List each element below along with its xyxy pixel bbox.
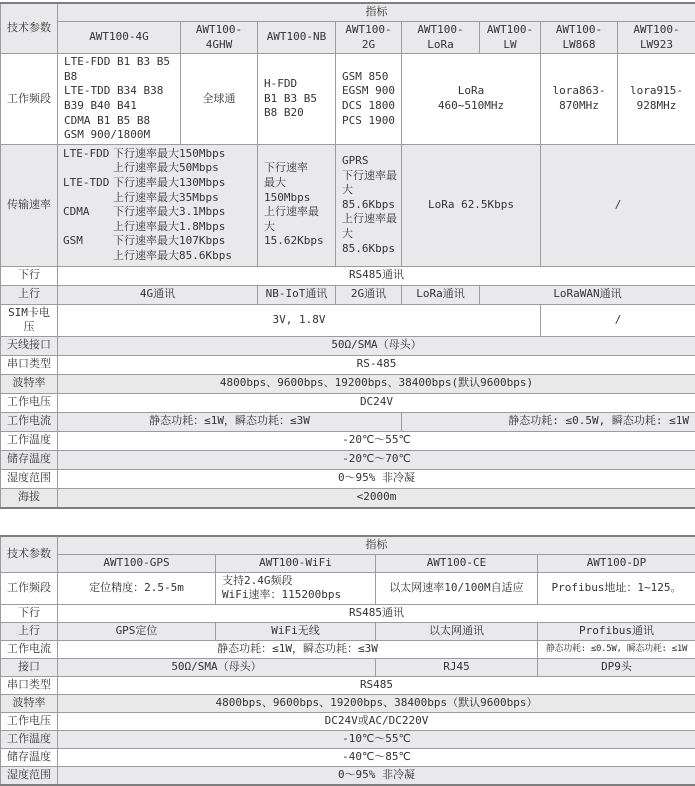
spec-cell: RS485	[58, 676, 695, 694]
cell-line: 928MHz	[621, 99, 692, 114]
spec-cell: LoRa 62.5Kbps	[402, 144, 541, 266]
table-row	[1, 469, 695, 488]
row-label: 工作温度	[1, 431, 58, 450]
spec-cell: GPS定位	[58, 622, 216, 640]
row-label: 工作电流	[1, 640, 58, 658]
row-label: 波特率	[1, 374, 58, 393]
spec-table-container-gps-wifi-ce-dp	[0, 535, 695, 786]
row-label: 工作频段	[1, 54, 58, 145]
spec-cell: 静态功耗: ≤0.5W, 瞬态功耗: ≤1W	[402, 412, 695, 431]
spec-cell: 2G通讯	[336, 285, 402, 304]
cell-line: LTE-FDD B1 B3 B5 B8	[64, 55, 177, 84]
spec-cell	[618, 54, 695, 145]
row-label: 下行	[1, 604, 58, 622]
row-label: 工作频段	[1, 572, 58, 604]
table-row	[1, 266, 695, 285]
column-header-awt100-4g: AWT100-4G	[58, 22, 181, 54]
table-row	[1, 712, 695, 730]
rate-pair	[63, 147, 255, 162]
rate-pair	[63, 176, 255, 191]
spec-cell: -20℃～70℃	[58, 450, 695, 469]
spec-cell: DC24V	[58, 393, 695, 412]
spec-cell: -40℃～85℃	[58, 748, 695, 766]
table-row	[1, 450, 695, 469]
row-label: 串口类型	[1, 676, 58, 694]
spec-cell: 50Ω/SMA（母头）	[58, 658, 376, 676]
cell-line: 大85.6Kbps	[342, 227, 398, 256]
spec-cell: -10℃～55℃	[58, 730, 695, 748]
cell-line: 460~510MHz	[405, 99, 537, 114]
spec-cell: 3V, 1.8V	[58, 304, 541, 336]
spec-cell	[216, 572, 376, 604]
row-label: 海拔	[1, 488, 58, 508]
table-row	[1, 374, 695, 393]
spec-cell: 0～95% 非冷凝	[58, 469, 695, 488]
cell-line: LTE-TDD B34 B38	[64, 84, 177, 99]
column-header-awt100-wifi: AWT100-WiFi	[216, 554, 376, 572]
table-row	[1, 748, 695, 766]
spec-cell: WiFi无线	[216, 622, 376, 640]
rate-pair	[63, 161, 255, 176]
table-row	[1, 488, 695, 508]
table-row	[1, 604, 695, 622]
spec-cell: RS485通讯	[58, 604, 695, 622]
spec-cell: DP9头	[538, 658, 695, 676]
spec-cell: /	[541, 144, 695, 266]
table-row	[1, 355, 695, 374]
cell-line: B39 B40 B41	[64, 99, 177, 114]
row-label: 工作电流	[1, 412, 58, 431]
table-row	[1, 431, 695, 450]
rate-value: 下行速率最大107Kbps	[113, 234, 255, 249]
rate-pair	[63, 249, 255, 264]
row-label: 储存温度	[1, 450, 58, 469]
rate-value: 下行速率最大130Mbps	[113, 176, 255, 191]
column-header-awt100-dp: AWT100-DP	[538, 554, 695, 572]
row-label: 工作温度	[1, 730, 58, 748]
rate-value: 下行速率最大150Mbps	[113, 147, 255, 162]
cell-line: lora915-	[621, 84, 692, 99]
table-row	[1, 640, 695, 658]
row-label: 天线接口	[1, 336, 58, 355]
spec-cell: -20℃～55℃	[58, 431, 695, 450]
row-label: 上行	[1, 622, 58, 640]
spec-cell: 4800bps、9600bps、19200bps、38400bps（默认9600bps）	[58, 694, 695, 712]
table-row	[1, 676, 695, 694]
indicator-header: 指标	[58, 3, 695, 22]
cell-line: LoRa	[405, 84, 537, 99]
rate-pair	[63, 234, 255, 249]
param-header: 技术参数	[1, 3, 58, 54]
cell-line: lora863-	[544, 84, 614, 99]
rate-value: 上行速率最大1.8Mbps	[113, 220, 255, 235]
cell-line: DCS 1800	[342, 99, 398, 114]
spec-cell: LoRa通讯	[402, 285, 480, 304]
row-label: 串口类型	[1, 355, 58, 374]
row-label: SIM卡电压	[1, 304, 58, 336]
cell-line: 最大150Mbps	[264, 176, 332, 205]
spec-cell: RS-485	[58, 355, 695, 374]
spec-cell: DC24V或AC/DC220V	[58, 712, 695, 730]
spec-cell: RS485通讯	[58, 266, 695, 285]
spec-cell: Profibus地址：1~125。	[538, 572, 695, 604]
row-label: 工作电压	[1, 712, 58, 730]
spec-cell: 静态功耗：≤1W，瞬态功耗：≤3W	[58, 412, 402, 431]
cell-line: 下行速率	[264, 161, 332, 176]
spec-cell: 静态功耗：≤1W，瞬态功耗：≤3W	[58, 640, 538, 658]
spec-cell: 4G通讯	[58, 285, 258, 304]
spec-cell	[541, 54, 618, 145]
column-header-awt100-2g: AWT100-2G	[336, 22, 402, 54]
spec-cell	[402, 54, 541, 145]
rate-tag: GSM	[63, 234, 113, 249]
cell-line: GSM 900/1800M	[64, 128, 177, 143]
row-label: 储存温度	[1, 748, 58, 766]
column-header-awt100-ce: AWT100-CE	[376, 554, 538, 572]
table-row	[1, 393, 695, 412]
rate-tag	[63, 220, 113, 235]
rate-pair	[63, 205, 255, 220]
spec-cell	[58, 54, 181, 145]
rate-tag	[63, 191, 113, 206]
spec-cell	[336, 144, 402, 266]
spec-cell: <2000m	[58, 488, 695, 508]
cell-line: 下行速率最	[342, 169, 398, 184]
row-label: 湿度范围	[1, 469, 58, 488]
spec-cell	[58, 144, 258, 266]
table-row	[1, 412, 695, 431]
spec-cell: NB-IoT通讯	[258, 285, 336, 304]
table-gap	[0, 509, 695, 535]
table-row	[1, 304, 695, 336]
cell-line: 支持2.4G频段	[222, 574, 372, 589]
column-header-awt100-lw923: AWT100-LW923	[618, 22, 695, 54]
column-header-awt100-lora: AWT100-LoRa	[402, 22, 480, 54]
spec-cell: 定位精度：2.5-5m	[58, 572, 216, 604]
row-label: 下行	[1, 266, 58, 285]
rate-tag: CDMA	[63, 205, 113, 220]
rate-value: 上行速率最大85.6Kbps	[113, 249, 255, 264]
column-header-awt100-4ghw: AWT100-4GHW	[181, 22, 258, 54]
table-row	[1, 730, 695, 748]
spec-cell: 50Ω/SMA（母头）	[58, 336, 695, 355]
rate-tag	[63, 249, 113, 264]
cell-line: B8 B20	[264, 106, 332, 121]
param-header: 技术参数	[1, 536, 58, 573]
spec-cell	[258, 144, 336, 266]
row-label: 上行	[1, 285, 58, 304]
column-header-awt100-lw: AWT100-LW	[480, 22, 541, 54]
table-row	[1, 622, 695, 640]
table-row	[1, 144, 695, 266]
cell-line: GPRS	[342, 154, 398, 169]
column-header-awt100-lw868: AWT100-LW868	[541, 22, 618, 54]
cell-line: 上行速率最	[264, 205, 332, 220]
cell-line: B1 B3 B5	[264, 92, 332, 107]
spec-cell: 以太网通讯	[376, 622, 538, 640]
cell-line: PCS 1900	[342, 114, 398, 129]
spec-cell: 4800bps、9600bps、19200bps、38400bps(默认9600bps)	[58, 374, 695, 393]
cell-line: GSM 850	[342, 70, 398, 85]
rate-value: 下行速率最大3.1Mbps	[113, 205, 255, 220]
column-header-awt100-nb: AWT100-NB	[258, 22, 336, 54]
spec-cell: LoRaWAN通讯	[480, 285, 695, 304]
indicator-header: 指标	[58, 536, 695, 555]
rate-tag	[63, 161, 113, 176]
rate-value: 上行速率最大35Mbps	[113, 191, 255, 206]
table-row	[1, 658, 695, 676]
cell-line: H-FDD	[264, 77, 332, 92]
rate-tag: LTE-TDD	[63, 176, 113, 191]
rate-pair	[63, 220, 255, 235]
spec-cell: 全球通	[181, 54, 258, 145]
table-row	[1, 766, 695, 785]
rate-value: 上行速率最大50Mbps	[113, 161, 255, 176]
spec-cell	[258, 54, 336, 145]
spec-cell	[336, 54, 402, 145]
table-row	[1, 285, 695, 304]
spec-cell: /	[541, 304, 695, 336]
spec-cell: Profibus通讯	[538, 622, 695, 640]
row-label: 工作电压	[1, 393, 58, 412]
table-row	[1, 694, 695, 712]
cell-line: EGSM 900	[342, 84, 398, 99]
awt100-wireless-spec-table	[0, 2, 695, 509]
cell-line: CDMA B1 B5 B8	[64, 114, 177, 129]
spec-cell: 静态功耗: ≤0.5W, 瞬态功耗: ≤1W	[538, 640, 695, 658]
cell-line: 上行速率最	[342, 212, 398, 227]
row-label: 传输速率	[1, 144, 58, 266]
spec-cell: 以太网速率10/100M自适应	[376, 572, 538, 604]
rate-pair	[63, 191, 255, 206]
spec-cell: RJ45	[376, 658, 538, 676]
row-label: 湿度范围	[1, 766, 58, 785]
row-label: 波特率	[1, 694, 58, 712]
table-row	[1, 572, 695, 604]
table-row	[1, 336, 695, 355]
rate-tag: LTE-FDD	[63, 147, 113, 162]
cell-line: 870MHz	[544, 99, 614, 114]
cell-line: WiFi速率：115200bps	[222, 588, 372, 603]
cell-line: 大85.6Kbps	[342, 183, 398, 212]
row-label: 接口	[1, 658, 58, 676]
table-row	[1, 54, 695, 145]
spec-cell: 0～95% 非冷凝	[58, 766, 695, 785]
awt100-gps-wifi-ce-dp-spec-table	[0, 535, 695, 786]
cell-line: 大15.62Kbps	[264, 220, 332, 249]
spec-table-container-wireless	[0, 2, 695, 509]
column-header-awt100-gps: AWT100-GPS	[58, 554, 216, 572]
